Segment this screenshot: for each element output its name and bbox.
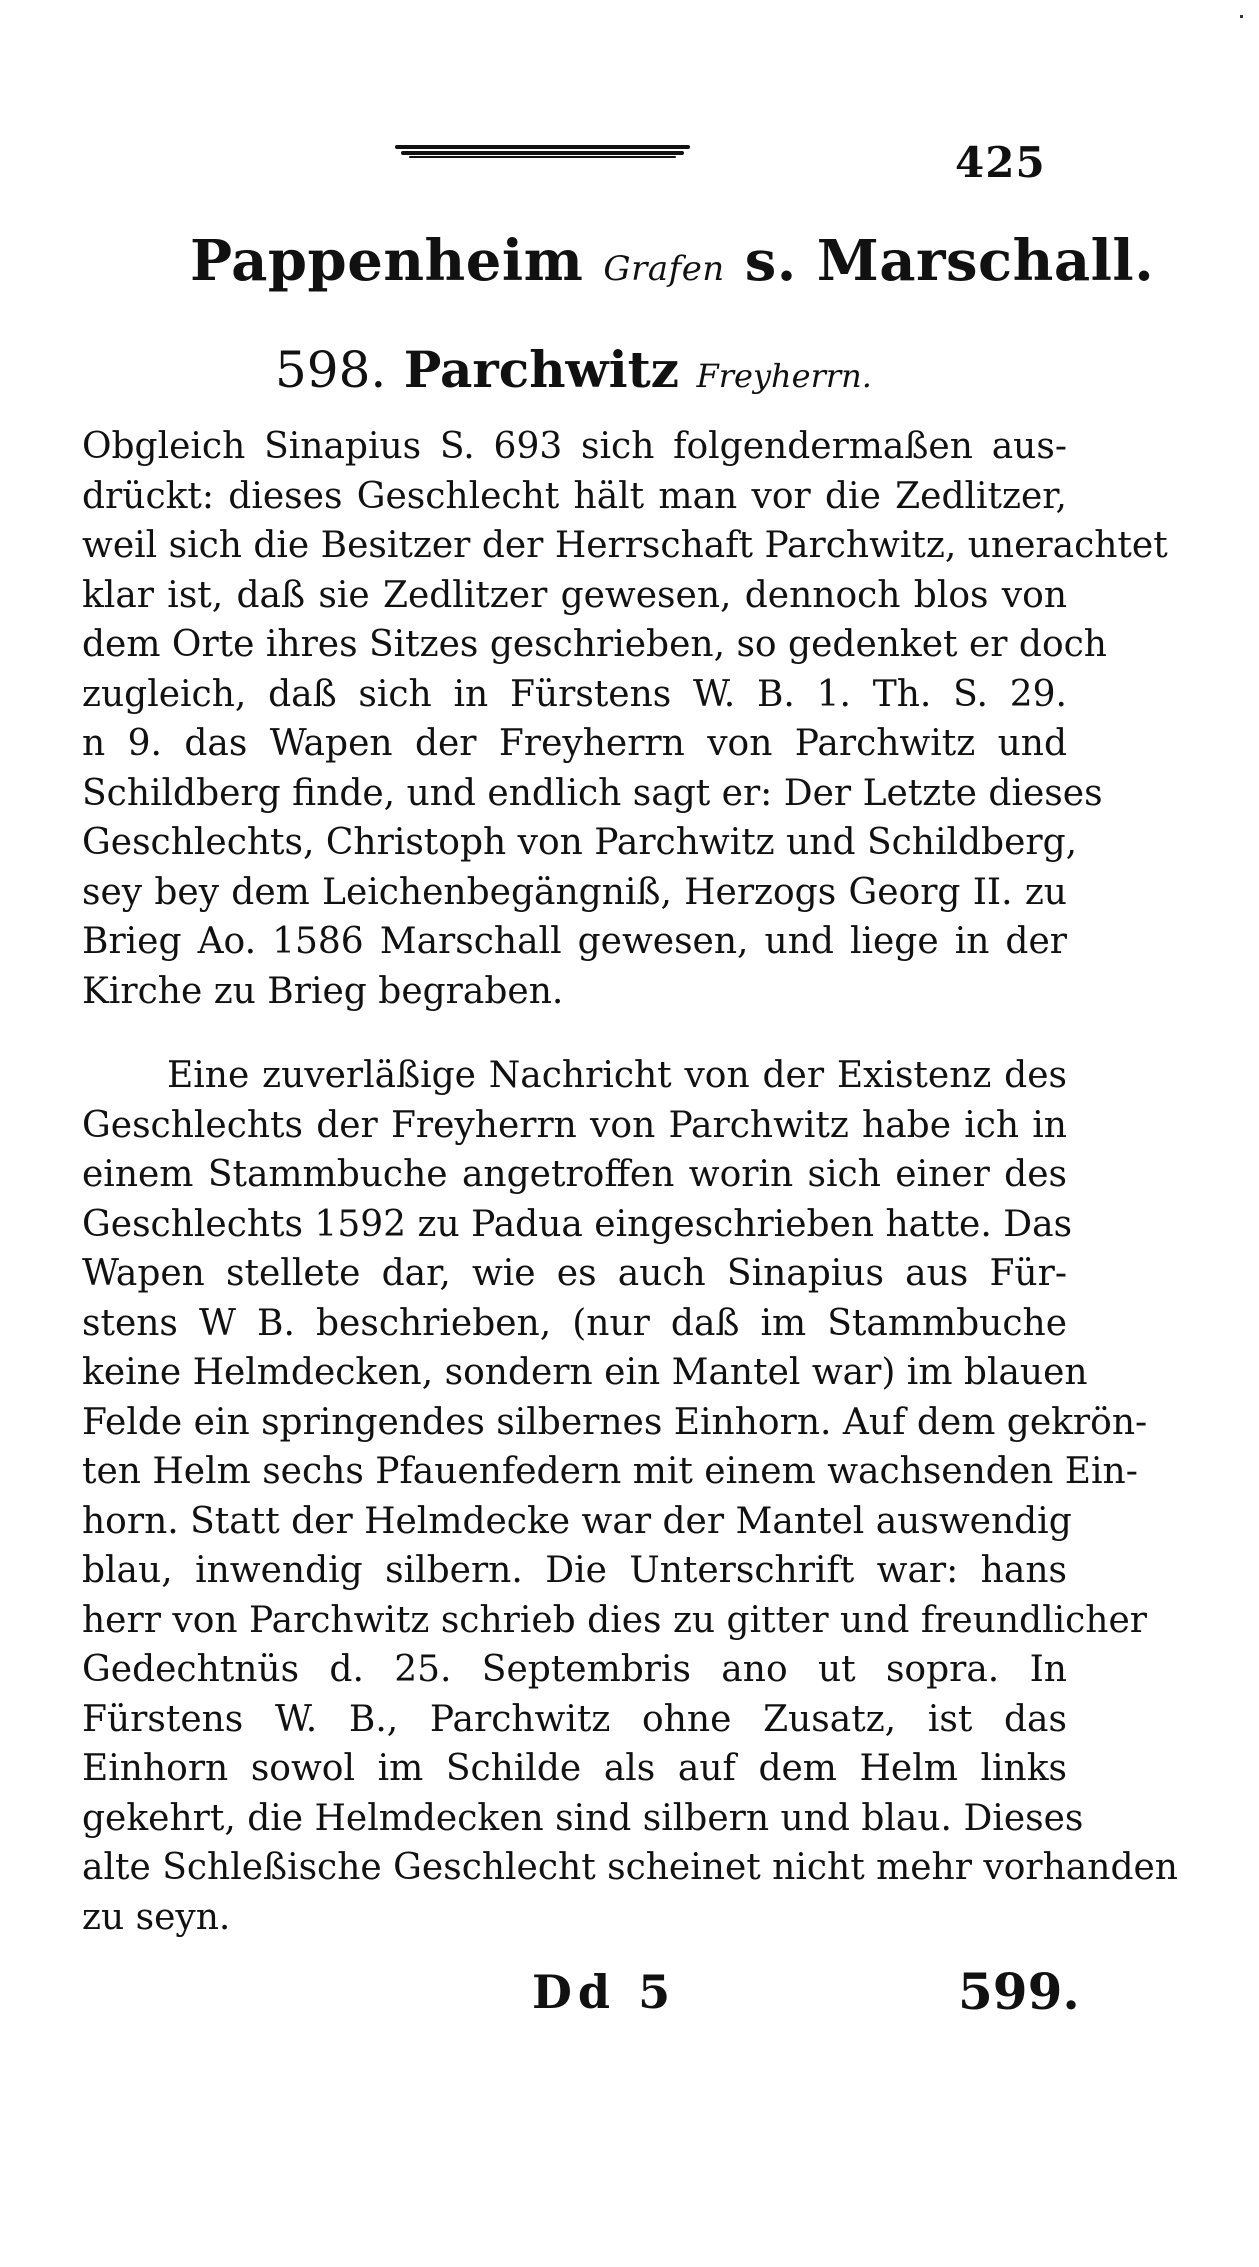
text-line: zugleich, daß sich in Fürstens W. B. 1. Th. S. 29. [82, 673, 1067, 715]
text-line: Felde ein springendes silbernes Einhorn. Auf dem gekrön- [82, 1401, 1148, 1443]
text-line: keine Helmdecken, sondern ein Mantel war) im blauen [82, 1352, 1088, 1393]
text-line: einem Stammbuche angetroffen worin sich einer des [82, 1154, 1067, 1195]
text-line: Kirche zu Brieg begraben. [82, 970, 564, 1012]
text-line: Obgleich Sinapius S. 693 sich folgendermaßen aus- [82, 426, 1067, 467]
text-line: ten Helm sechs Pfauenfedern mit einem wachsenden Ein- [82, 1451, 1138, 1492]
text-line: Gedechtnüs d. 25. Septembris ano ut sopra. In [82, 1649, 1067, 1690]
text-line: Einhorn sowol im Schilde als auf dem Helm links [82, 1748, 1067, 1789]
catchword: 599. [958, 1962, 1080, 2021]
page-number: 425 [955, 138, 1046, 187]
text-line: Wapen stellete dar, wie es auch Sinapius aus Für- [82, 1253, 1067, 1294]
text-line: Eine zuverläßige Nachricht von der Existenz des [167, 1055, 1067, 1096]
header-ornamental-rule [395, 145, 690, 159]
text-line: dem Orte ihres Sitzes geschrieben, so gedenket er doch [82, 624, 1107, 665]
text-line: horn. Statt der Helmdecke war der Mantel auswendig [82, 1500, 1072, 1542]
text-line: Geschlechts 1592 zu Padua eingeschrieben hatte. Das [82, 1203, 1073, 1245]
corner-speck [1240, 15, 1243, 18]
text-line: herr von Parchwitz schrieb dies zu gitter und freundlicher [82, 1599, 1147, 1641]
text-line: weil sich die Besitzer der Herrschaft Parchwitz, unerachtet [82, 525, 1168, 566]
paragraph-2 [82, 1051, 1178, 1942]
text-line: alte Schleßische Geschlecht scheinet nicht mehr vorhanden [82, 1847, 1178, 1888]
text-line: gekehrt, die Helmdecken sind silbern und blau. Dieses [82, 1797, 1084, 1839]
entry-name: Parchwitz [403, 340, 680, 399]
text-line: blau, inwendig silbern. Die Unterschrift war: hans [82, 1550, 1067, 1591]
text-line: drückt: dieses Geschlecht hält man vor die Zedlitzer, [82, 475, 1067, 517]
heading-name: Pappenheim [190, 228, 584, 294]
heading-reference: s. Marschall. [744, 228, 1155, 294]
entry-heading-598 [275, 340, 872, 399]
text-line: sey bey dem Leichenbegängniß, Herzogs Georg II. zu [82, 871, 1067, 913]
entry-number: 598. [275, 341, 387, 399]
text-line: Geschlechts, Christoph von Parchwitz und Schildberg, [82, 822, 1078, 863]
text-line: klar ist, daß sie Zedlitzer gewesen, dennoch blos von [82, 574, 1067, 616]
text-line: stens W B. beschrieben, (nur daß im Stammbuche [82, 1302, 1067, 1344]
signature-mark: Dd 5 [532, 1965, 677, 2019]
text-line: n 9. das Wapen der Freyherrn von Parchwitz und [82, 723, 1067, 764]
heading-title: Grafen [603, 249, 725, 289]
text-line: Schildberg finde, und endlich sagt er: Der Letzte dieses [82, 772, 1103, 814]
entry-heading-pappenheim [190, 228, 1154, 294]
text-line: Geschlechts der Freyherrn von Parchwitz habe ich in [82, 1104, 1067, 1146]
text-line: zu seyn. [82, 1896, 231, 1938]
entry-title: Freyherrn. [696, 357, 872, 395]
text-line: Fürstens W. B., Parchwitz ohne Zusatz, ist das [82, 1698, 1067, 1740]
text-line: Brieg Ao. 1586 Marschall gewesen, und liege in der [82, 921, 1067, 962]
paragraph-1 [82, 422, 1168, 1016]
